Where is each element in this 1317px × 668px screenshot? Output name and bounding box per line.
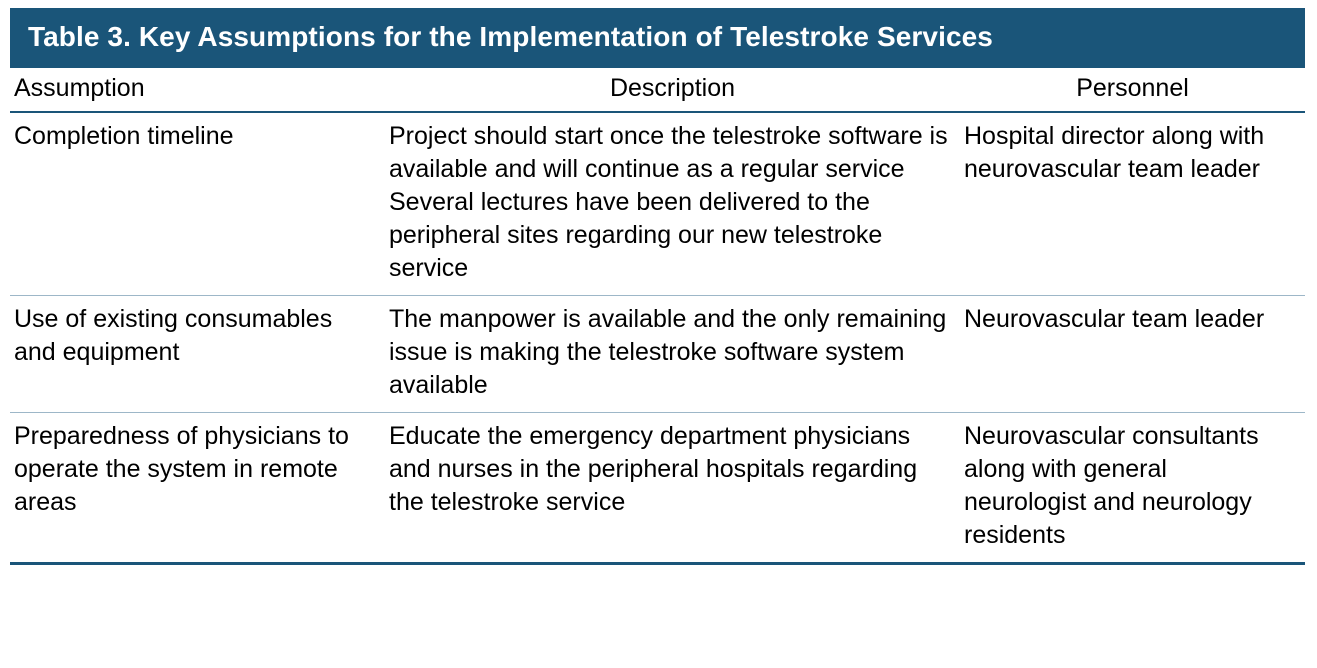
table-row <box>10 412 1305 563</box>
cell-description <box>385 112 960 296</box>
cell-assumption: Use of existing consumables and equipment <box>10 295 385 412</box>
table-body <box>10 112 1305 564</box>
column-header-personnel: Personnel <box>960 68 1305 112</box>
column-header-assumption: Assumption <box>10 68 385 112</box>
cell-personnel: Neurovascular consultants along with general neurologist and neurology residents <box>960 412 1305 563</box>
cell-personnel: Hospital director along with neurovascular team leader <box>960 112 1305 296</box>
table-header <box>10 68 1305 112</box>
table-container <box>0 8 1317 565</box>
table-header-row <box>10 68 1305 112</box>
cell-assumption: Preparedness of physicians to operate the system in remote areas <box>10 412 385 563</box>
description-paragraph: Several lectures have been delivered to the peripheral sites regarding our new telestroke service <box>389 187 883 282</box>
cell-description <box>385 412 960 563</box>
table-title: Table 3. Key Assumptions for the Implementation of Telestroke Services <box>10 8 1305 68</box>
cell-assumption: Completion timeline <box>10 112 385 296</box>
description-paragraph: Project should start once the telestroke software is available and will continue as a regular service <box>389 121 948 183</box>
description-paragraph: Educate the emergency department physicians and nurses in the peripheral hospitals regarding the telestroke service <box>389 421 918 516</box>
assumptions-table <box>10 68 1305 565</box>
table-row <box>10 295 1305 412</box>
description-paragraph: The manpower is available and the only remaining issue is making the telestroke software system available <box>389 304 947 399</box>
column-header-description: Description <box>385 68 960 112</box>
table-row <box>10 112 1305 296</box>
cell-description <box>385 295 960 412</box>
cell-personnel: Neurovascular team leader <box>960 295 1305 412</box>
